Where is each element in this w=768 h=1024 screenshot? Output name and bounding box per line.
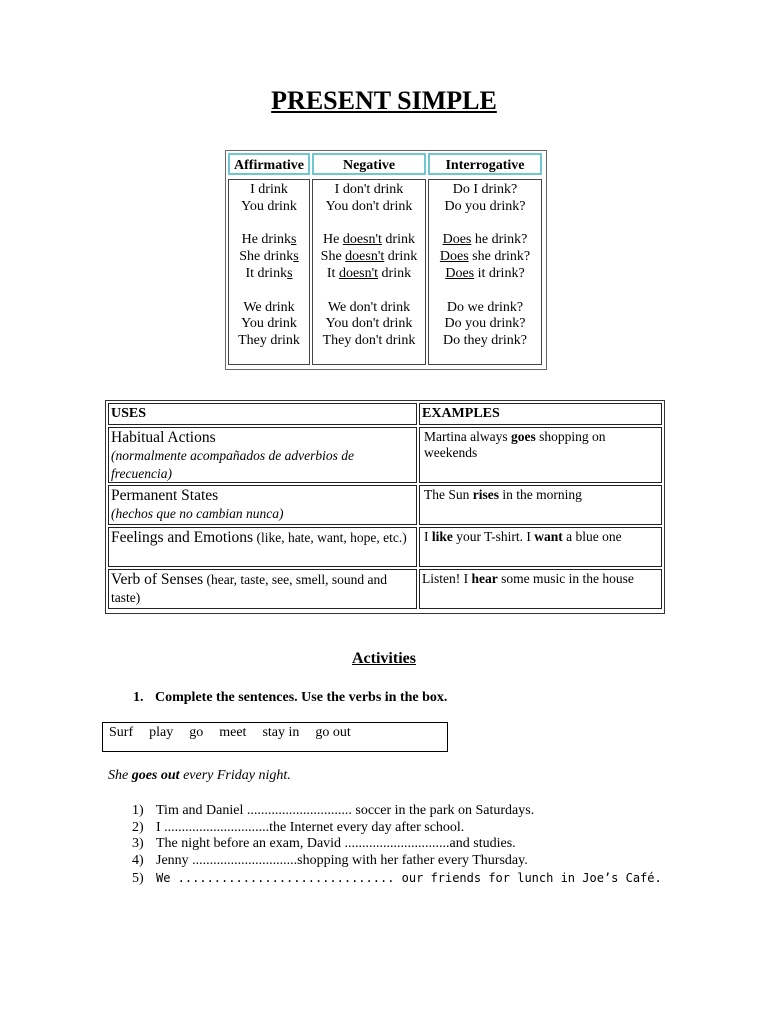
example-cell-feelings: I like your T-shirt. I want a blue one: [419, 527, 662, 567]
page-title: PRESENT SIMPLE: [271, 86, 497, 115]
use-cell-habitual: Habitual Actions (normalmente acompañados de adverbios de frecuencia): [108, 427, 417, 483]
list-item: 3) The night before an exam, David ..............................and studies.: [132, 836, 516, 852]
verb-box: [102, 722, 448, 752]
verb-item: go out: [315, 725, 351, 740]
conj-line: Does she drink?: [439, 249, 531, 265]
verb-item: Surf: [109, 725, 134, 740]
conj-line: Do I drink?: [452, 182, 518, 197]
exercise-list: [132, 803, 662, 888]
conj-line: She doesn't drink: [320, 249, 418, 265]
conj-line: I don't drink: [334, 182, 404, 197]
conj-line: He doesn't drink: [323, 232, 415, 248]
uses-header: USES: [108, 403, 417, 425]
conj-line: It drinks: [245, 265, 293, 281]
conj-line: You drink: [241, 316, 297, 332]
conj-line: They drink: [238, 333, 300, 349]
use-cell-permanent: Permanent States (hechos que no cambian nunca): [108, 485, 417, 525]
activities-heading: Activities: [352, 650, 416, 667]
conjugation-table: [225, 150, 547, 370]
verb-item: play: [149, 725, 174, 740]
conj-line: Do you drink?: [444, 198, 526, 214]
conj-line: I drink: [250, 182, 288, 197]
use-cell-senses: Verb of Senses (hear, taste, see, smell, sound and taste): [108, 569, 417, 609]
conj-line: Do we drink?: [446, 299, 524, 315]
list-item: 1) Tim and Daniel .............................. soccer in the park on Saturdays.: [132, 803, 535, 818]
conj-line: Does he drink?: [442, 232, 528, 248]
conj-line: You don't drink: [325, 316, 413, 332]
verb-item: go: [189, 725, 204, 740]
header-negative: Negative: [312, 153, 426, 175]
use-cell-feelings: Feelings and Emotions (like, hate, want, hope, etc.): [108, 527, 417, 567]
conj-line: She drinks: [239, 249, 299, 265]
negative-column: [312, 179, 426, 365]
conj-line: We drink: [243, 299, 295, 315]
affirmative-column: [228, 179, 310, 365]
uses-table: [105, 400, 665, 614]
example-sentence: She goes out every Friday night.: [108, 768, 291, 783]
list-item: 4) Jenny ..............................shopping with her father every Thursday.: [132, 853, 528, 869]
header-interrogative: Interrogative: [428, 153, 542, 175]
conj-line: Do they drink?: [443, 333, 527, 349]
example-cell-permanent: The Sun rises in the morning: [419, 485, 662, 525]
conj-line: Does it drink?: [445, 265, 525, 281]
example-cell-habitual: Martina always goes shopping on weekends: [419, 427, 662, 483]
verb-item: meet: [219, 725, 247, 740]
examples-header: EXAMPLES: [419, 403, 662, 425]
interrogative-column: [428, 179, 542, 365]
conj-line: We don't drink: [327, 299, 411, 315]
example-cell-senses: Listen! I hear some music in the house: [419, 569, 662, 609]
conj-line: It doesn't drink: [326, 265, 412, 281]
conj-line: You don't drink: [325, 198, 413, 214]
instruction: 1. Complete the sentences. Use the verbs in the box.: [133, 690, 448, 705]
verb-item: stay in: [262, 725, 300, 740]
conj-line: They don't drink: [322, 333, 416, 349]
list-item: 2) I ..............................the Internet every day after school.: [132, 819, 465, 835]
conj-line: He drinks: [241, 232, 297, 248]
conj-line: You drink: [241, 198, 297, 214]
header-affirmative: Affirmative: [228, 153, 310, 175]
list-item: 5) We .............................. our friends for lunch in Joe’s Café.: [132, 870, 662, 886]
conj-line: Do you drink?: [444, 316, 526, 332]
